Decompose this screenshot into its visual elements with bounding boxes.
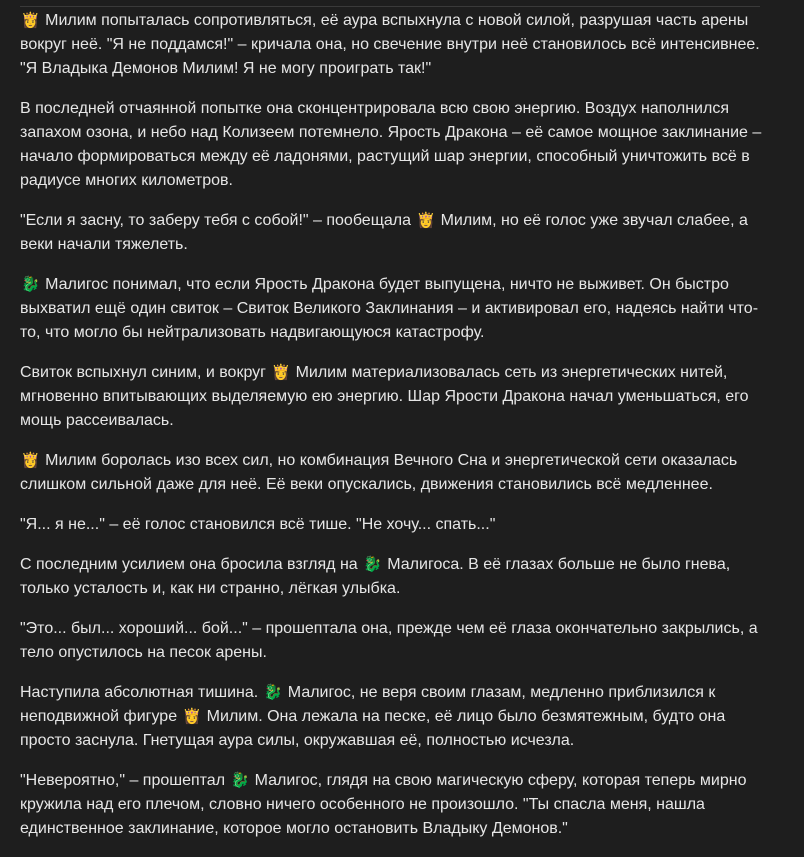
story-paragraph: [20, 273, 770, 345]
story-paragraph: [20, 769, 770, 841]
story-paragraph: [20, 361, 770, 433]
paragraph-text: Милим. Она лежала на песке, её лицо было безмятежным, будто она просто заснула. Гнетущая аура силы, окружавшая её, полностью исчезла.: [20, 708, 726, 749]
princess-crown-icon: 👸: [182, 707, 202, 725]
paragraph-text: Свиток вспыхнул синим, и вокруг: [20, 364, 271, 381]
story-paragraph: [20, 97, 770, 193]
paragraph-text: В последней отчаянной попытке она сконцентрировала всю свою энергию. Воздух наполнился запахом озона, и небо над Колизеем потемнело. Ярость Дракона – её самое мощное заклинание – начало формироваться между её ладонями, растущий шар энергии, способный уничтожить всё в радиусе многих километров.: [20, 100, 762, 189]
story-paragraph: [20, 449, 770, 497]
dragon-icon: 🐉: [263, 683, 283, 701]
paragraph-text: Милим боролась изо всех сил, но комбинация Вечного Сна и энергетической сети оказалась слишком сильной даже для неё. Её веки опускались, движения становились всё медленнее.: [20, 452, 738, 493]
story-paragraph: [20, 513, 770, 537]
dragon-icon: 🐉: [363, 555, 382, 573]
princess-crown-icon: 👸: [21, 11, 40, 29]
paragraph-text: Малигос, не веря своим глазам, медленно приблизился к неподвижной фигуре: [20, 684, 716, 725]
story-text: [20, 9, 770, 857]
top-divider: [20, 6, 760, 7]
dragon-icon: 🐉: [230, 771, 250, 789]
paragraph-text: Милим попыталась сопротивляться, её аура вспыхнула с новой силой, разрушая часть арены вокруг неё. "Я не поддамся!" – кричала она, но свечение внутри неё становилось всё интенсивнее. "Я Владыка Демонов Милим! Я не могу проиграть так!": [20, 12, 760, 77]
paragraph-text: Милим материализовалась сеть из энергетических нитей, мгновенно впитывающих выделяемую ею энергию. Шар Ярости Дракона начал уменьшаться, его мощь рассеивалась.: [20, 364, 749, 429]
paragraph-text: С последним усилием она бросила взгляд на: [20, 556, 363, 573]
paragraph-text: Малигоса. В её глазах больше не было гнева, только усталость и, как ни странно, лёгкая улыбка.: [20, 556, 731, 597]
story-paragraph: [20, 553, 770, 601]
paragraph-text: Малигос понимал, что если Ярость Дракона будет выпущена, ничто не выживет. Он быстро выхватил ещё один свиток – Свиток Великого Заклинания – и активировал его, надеясь найти что-то, что могло бы нейтрализовать надвигающуюся катастрофу.: [20, 276, 759, 341]
princess-crown-icon: 👸: [21, 451, 40, 469]
paragraph-text: "Невероятно," – прошептал: [20, 772, 230, 789]
story-paragraph: [20, 681, 770, 753]
story-paragraph: [20, 617, 770, 665]
princess-crown-icon: 👸: [416, 211, 436, 229]
paragraph-text: "Это... был... хороший... бой..." – прошептала она, прежде чем её глаза окончательно закрылись, а тело опустилось на песок арены.: [20, 620, 758, 661]
paragraph-text: Милим, но её голос уже звучал слабее, а веки начали тяжелеть.: [20, 212, 748, 253]
paragraph-text: "Я... я не..." – её голос становился всё тише. "Не хочу... спать...": [20, 516, 496, 533]
paragraph-text: Малигос, глядя на свою магическую сферу, которая теперь мирно кружила над его плечом, словно ничего особенного не произошло. "Ты спасла меня, нашла единственное заклинание, которое могло остановить Владыку Демонов.": [20, 772, 747, 837]
paragraph-text: "Если я засну, то заберу тебя с собой!" – пообещала: [20, 212, 416, 229]
story-paragraph: [20, 209, 770, 257]
princess-crown-icon: 👸: [271, 363, 291, 381]
dragon-icon: 🐉: [21, 275, 40, 293]
story-paragraph: [20, 9, 770, 81]
paragraph-text: Наступила абсолютная тишина.: [20, 684, 263, 701]
